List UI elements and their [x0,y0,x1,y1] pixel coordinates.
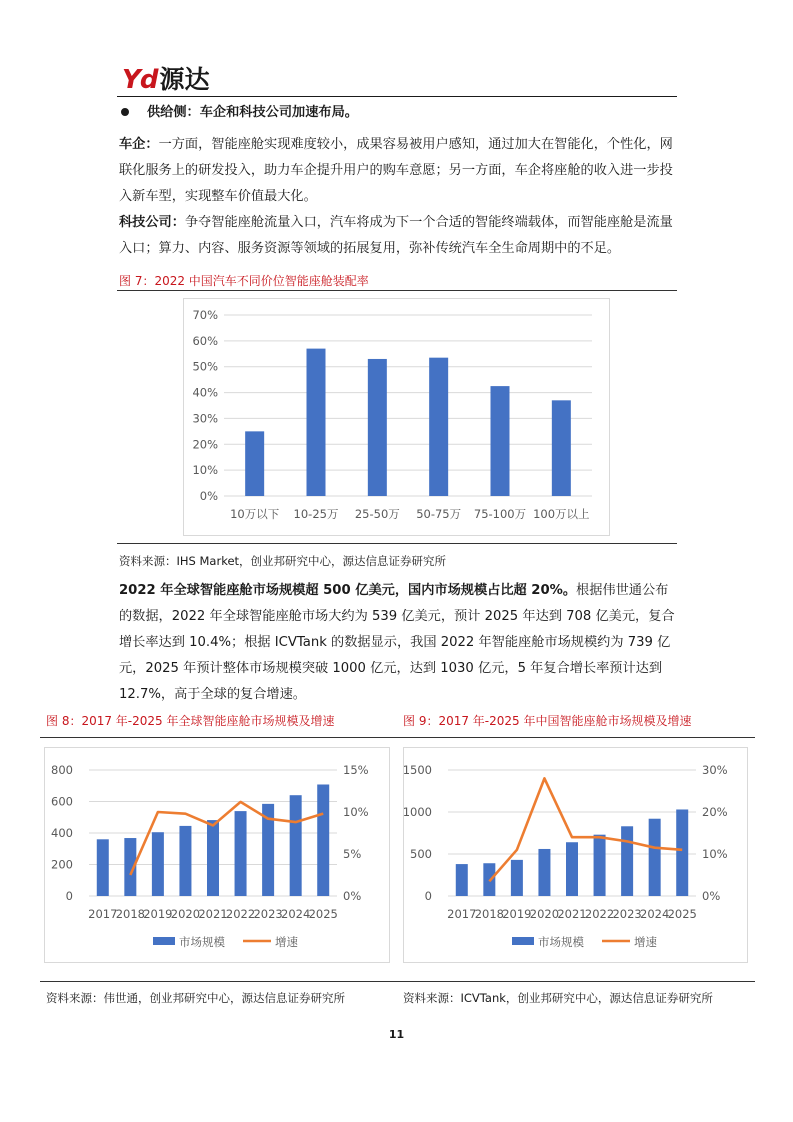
y-right-tick-label: 20% [702,805,728,819]
bullet-text: 供给侧：车企和科技公司加速布局。 [147,105,358,120]
y-left-tick-label: 1500 [404,763,432,777]
bar [621,826,633,896]
paragraph-body: 争夺智能座舱流量入口，汽车将成为下一个合适的智能终端载体，而智能座舱是流量入口；算力、内容、服务资源等领域的拓展复用，弥补传统汽车全生命周期中的不足。 [119,215,673,256]
figures-8-9-top-rule [40,737,755,738]
y-right-tick-label: 10% [702,847,728,861]
figure-9-source: 资料来源：ICVTank，创业邦研究中心，源达信息证券研究所 [403,991,713,1005]
figure-8-caption: 图 8：2017 年-2025 年全球智能座舱市场规模及增速 [46,714,335,728]
y-tick-label: 10% [192,463,218,478]
x-tick-label: 2020 [170,907,201,921]
legend-bar-swatch [153,937,175,945]
page-number: 11 [388,1028,405,1041]
supply-side-bullet [119,100,677,126]
y-tick-label: 0% [199,489,218,503]
bar [594,835,606,896]
paragraph-body: 根据伟世通公布的数据，2022 年全球智能座舱市场大约为 539 亿美元，预计 2025 年达到 708 亿美元，复合增长率达到 10.4%；根据 ICVTank 的数据显示，我国 2022 年智能座舱市场规模约为 739 亿元，2025 年预计整体市场规模突破 1000 亿元，达到 1030 亿元，5 年复合增长率预计达到 12.7%，高于全球的复合增速。 [119,583,675,702]
y-tick-label: 30% [192,411,218,426]
y-left-tick-label: 1000 [404,805,432,819]
x-tick-label: 25-50万 [354,507,400,521]
y-left-tick-label: 400 [51,826,73,840]
x-tick-label: 2024 [281,907,311,921]
legend-label: 增速 [275,935,298,949]
y-tick-label: 40% [192,385,218,400]
x-tick-label: 2019 [143,907,173,921]
figure-9-caption: 图 9：2017 年-2025 年中国智能座舱市场规模及增速 [403,714,692,728]
paragraph-lead: 车企： [119,137,159,152]
figure-8-chart-frame [44,747,390,963]
figure-8-combo-chart [45,748,389,962]
figure-7-top-rule [117,290,677,291]
x-tick-label: 2021 [198,907,228,921]
figure-7-caption: 图 7：2022 中国汽车不同价位智能座舱装配率 [119,274,369,288]
y-right-tick-label: 10% [343,805,369,819]
bar [152,832,164,896]
bar [368,359,387,496]
paragraph-market-size [119,578,677,708]
y-left-tick-label: 200 [51,857,73,872]
bar [245,431,264,496]
x-tick-label: 2017 [447,907,477,921]
y-left-tick-label: 0 [424,889,432,903]
bar [511,860,523,896]
paragraph-car-makers [119,132,677,210]
paragraph-tech-companies [119,210,677,262]
bar [429,358,448,496]
paragraph-body: 一方面，智能座舱实现难度较小，成果容易被用户感知，通过加大在智能化，个性化，网联化服务上的研发投入，助力车企提升用户的购车意愿；另一方面，车企将座舱的收入进一步投入新车型，实现整车价值最大化。 [119,137,673,204]
x-tick-label: 10万以下 [230,507,280,521]
x-tick-label: 2025 [667,907,697,921]
y-tick-label: 60% [192,333,218,348]
x-tick-label: 2020 [529,907,560,921]
x-tick-label: 2018 [115,907,145,921]
y-right-tick-label: 0% [343,889,362,903]
y-left-tick-label: 500 [410,847,432,861]
y-left-tick-label: 800 [51,763,73,777]
x-tick-label: 2024 [640,907,670,921]
legend-bar-swatch [512,937,534,945]
bar [649,819,661,896]
x-tick-label: 75-100万 [473,507,527,521]
bar [307,349,326,496]
x-tick-label: 2022 [584,907,615,921]
x-tick-label: 2017 [88,907,118,921]
paragraph-lead: 科技公司： [119,215,185,230]
bar [491,386,510,496]
y-tick-label: 70% [192,308,218,322]
bar [317,784,329,896]
legend-label: 市场规模 [179,935,225,949]
y-right-tick-label: 0% [702,889,721,903]
y-right-tick-label: 5% [343,847,362,861]
y-tick-label: 20% [192,437,218,452]
x-tick-label: 10-25万 [293,507,339,521]
figure-9-combo-chart [404,748,747,962]
logo-chinese: 源达 [159,65,210,94]
y-right-tick-label: 30% [702,763,728,777]
bar [538,849,550,896]
figures-8-9-bottom-rule [40,981,755,982]
x-tick-label: 2019 [502,907,532,921]
bar [456,864,468,896]
header-rule [117,96,677,97]
x-tick-label: 2022 [225,907,256,921]
paragraph-lead: 2022 年全球智能座舱市场规模超 500 亿美元，国内市场规模占比超 20%。 [119,583,577,598]
bar [566,842,578,896]
logo-latin: Yd [122,65,158,95]
x-tick-label: 2023 [612,907,642,921]
bar [552,400,571,496]
figure-9-chart-frame [403,747,748,963]
x-tick-label: 2021 [557,907,587,921]
bar [235,811,247,896]
legend-label: 市场规模 [538,935,584,949]
y-left-tick-label: 0 [65,889,73,903]
x-tick-label: 2018 [474,907,504,921]
bullet-dot-icon [121,108,129,116]
bar [97,839,109,896]
legend-label: 增速 [634,935,657,949]
brand-logo [122,60,209,96]
y-right-tick-label: 15% [343,763,369,777]
figure-8-source: 资料来源：伟世通，创业邦研究中心，源达信息证券研究所 [46,991,345,1005]
bar [179,826,191,896]
figure-7-chart-frame [183,298,610,536]
bar [207,820,219,896]
figure-7-source: 资料来源：IHS Market，创业邦研究中心，源达信息证券研究所 [119,554,447,568]
y-left-tick-label: 600 [51,794,73,809]
bar [676,809,688,896]
figure-7-bar-chart [184,299,609,535]
x-tick-label: 2023 [253,907,283,921]
x-tick-label: 100万以上 [533,507,590,521]
x-tick-label: 50-75万 [416,507,462,521]
figure-7-bottom-rule [117,543,677,544]
y-tick-label: 50% [192,359,218,374]
bar [290,795,302,896]
x-tick-label: 2025 [308,907,338,921]
